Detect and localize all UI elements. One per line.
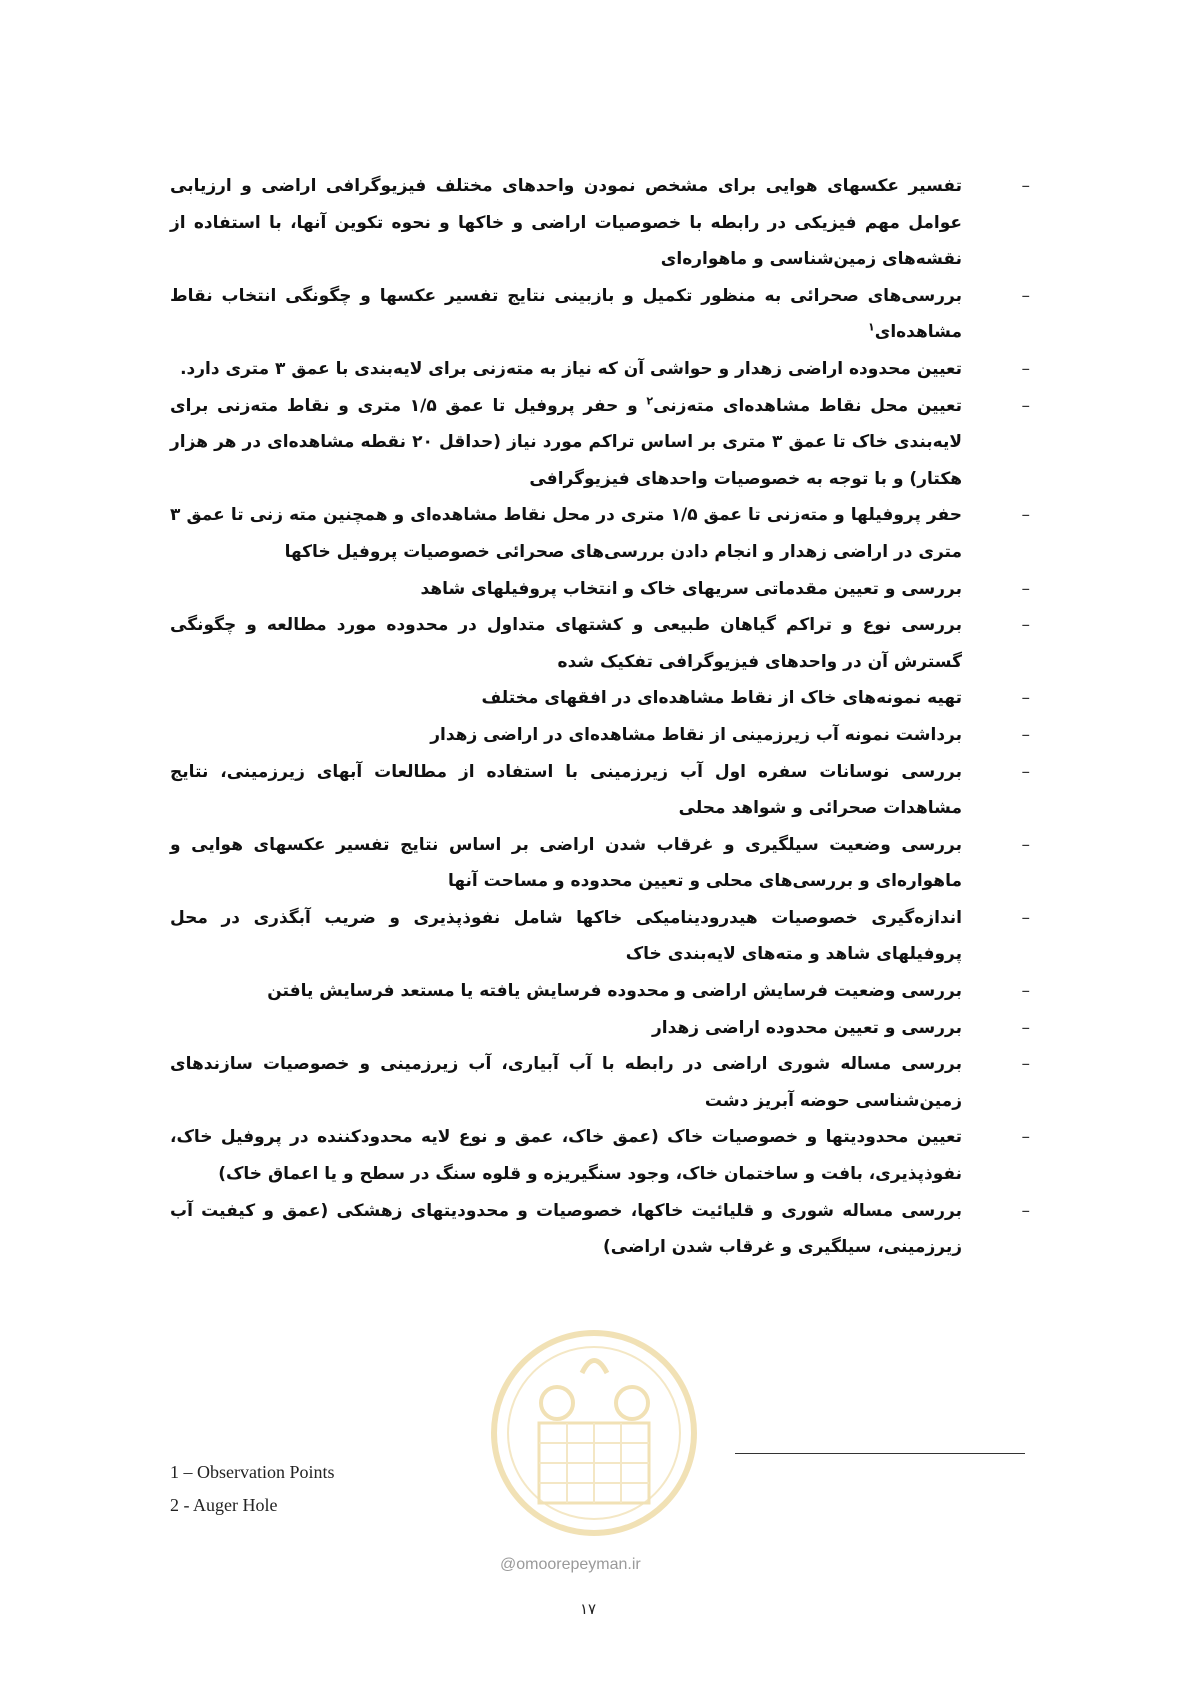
item-text: بررسی نوسانات سفره اول آب زیرزمینی با استفاده از مطالعات آبهای زیرزمینی، نتایج مشاهدات صحرائی و شواهد محلی (170, 761, 962, 819)
item-text: تهیه نمونه‌های خاک از نقاط مشاهده‌ای در افقهای مختلف (481, 688, 962, 709)
watermark-seal-icon (487, 1318, 702, 1566)
page-number: ۱۷ (580, 1600, 597, 1618)
list-item (170, 1010, 1030, 1047)
list-item (170, 1193, 1030, 1266)
bullet-dash: – (1021, 395, 1030, 416)
item-text: بررسی مساله شوری و قلیائیت خاکها، خصوصیات و محدودیتهای زهشکی (عمق و کیفیت آب زیرزمینی، سیلگیری و غرقاب شدن اراضی) (170, 1200, 962, 1258)
item-text-continued: و حفر پروفیل تا عمق ۱/۵ متری و نقاط مته‌زنی برای لایه‌بندی خاک تا عمق ۳ متری بر اساس تراکم مورد نیاز (حداقل ۲۰ نقطه مشاهده‌ای در هر هزار هکتار) و با توجه به خصوصیات واحدهای فیزیوگرافی (170, 395, 963, 489)
item-text: حفر پروفیلها و مته‌زنی تا عمق ۱/۵ متری در محل نقاط مشاهده‌ای و همچنین مته زنی تا عمق ۳ متری در اراضی زهدار و انجام دادن بررسی‌های صحرائی خصوصیات پروفیل خاکها (170, 505, 962, 562)
bullet-dash: – (1021, 761, 1030, 782)
list-item (170, 607, 1030, 680)
bullet-dash: – (1021, 505, 1030, 526)
bullet-dash: – (1021, 688, 1030, 709)
list-item (170, 278, 1030, 351)
item-text: بررسی و تعیین محدوده اراضی زهدار (652, 1017, 962, 1038)
list-item (170, 351, 1030, 388)
item-text: بررسی نوع و تراکم گیاهان طبیعی و کشتهای متداول در محدوده مورد مطالعه و چگونگی گسترش آن در واحدهای فیزیوگرافی تفکیک شده (170, 615, 962, 672)
list-item (170, 1046, 1030, 1119)
list-item (170, 973, 1030, 1010)
watermark-url: @omoorepeyman.ir (500, 1556, 641, 1573)
footnote-ref: ۱ (868, 320, 875, 334)
footnote-2: 2 - Auger Hole (170, 1495, 278, 1515)
bullet-dash: – (1021, 1054, 1030, 1075)
footnote-divider (735, 1453, 1025, 1454)
item-text: بررسی مساله شوری اراضی در رابطه با آب آبیاری، آب زیرزمینی و خصوصیات سازندهای زمین‌شناسی حوضه آبریز دشت (170, 1054, 962, 1111)
footnote-ref: ۲ (646, 393, 654, 407)
list-item (170, 680, 1030, 717)
bullet-list (170, 168, 1030, 1266)
list-item (170, 900, 1030, 973)
item-text: بررسی و تعیین مقدماتی سریهای خاک و انتخاب پروفیلهای شاهد (420, 578, 962, 599)
bullet-dash: – (1021, 1127, 1030, 1148)
list-item (170, 168, 1030, 278)
list-item (170, 571, 1030, 608)
item-text: تعیین محدودیتها و خصوصیات خاک (عمق خاک، عمق و نوع لایه محدودکننده در پروفیل خاک، نفوذپذیری، بافت و ساختمان خاک، وجود سنگیریزه و قلوه سنگ در سطح و یا اعماق خاک) (170, 1127, 962, 1185)
bullet-dash: – (1021, 834, 1030, 855)
bullet-dash: – (1021, 578, 1030, 599)
item-text: بررسی وضعیت فرسایش اراضی و محدوده فرسایش یافته یا مستعد فرسایش یافتن (267, 981, 962, 1002)
item-text: بررسی وضعیت سیلگیری و غرقاب شدن اراضی بر اساس نتایج تفسیر عکسهای هوایی و ماهواره‌ای و بررسی‌های محلی و تعیین محدوده و مساحت آنها (170, 834, 962, 892)
list-item (170, 497, 1030, 570)
item-text: تفسیر عکسهای هوایی برای مشخص نمودن واحدهای مختلف فیزیوگرافی اراضی و ارزیابی عوامل مهم فیزیکی در رابطه با خصوصیات اراضی و خاکها و نحوه تکوین آنها، با استفاده از نقشه‌های زمین‌شناسی و ماهواره‌ای (170, 176, 962, 270)
list-item (170, 388, 1030, 498)
item-text: تعیین محدوده اراضی زهدار و حواشی آن که نیاز به مته‌زنی برای لایه‌بندی با عمق ۳ متری دارد. (180, 358, 962, 379)
bullet-dash: – (1021, 1200, 1030, 1221)
list-item (170, 1119, 1030, 1192)
item-text: بررسی‌های صحرائی به منظور تکمیل و بازبینی نتایج تفسیر عکسها و چگونگی انتخاب نقاط مشاهده‌ای (170, 285, 962, 343)
bullet-dash: – (1021, 981, 1030, 1002)
list-item (170, 827, 1030, 900)
list-item (170, 717, 1030, 754)
bullet-dash: – (1021, 1017, 1030, 1038)
bullet-dash: – (1021, 176, 1030, 196)
bullet-dash: – (1021, 724, 1030, 745)
footnote-1: 1 – Observation Points (170, 1462, 335, 1482)
bullet-dash: – (1021, 285, 1030, 306)
item-text: تعیین محل نقاط مشاهده‌ای مته‌زنی (653, 395, 963, 416)
bullet-dash: – (1021, 358, 1030, 379)
item-text: اندازه‌گیری خصوصیات هیدرودینامیکی خاکها شامل نفوذپذیری و ضریب آبگذری در محل پروفیلهای شاهد و مته‌های لایه‌بندی خاک (170, 907, 962, 965)
list-item (170, 754, 1030, 827)
item-text: برداشت نمونه آب زیرزمینی از نقاط مشاهده‌ای در اراضی زهدار (430, 724, 962, 745)
bullet-dash: – (1021, 615, 1030, 636)
bullet-dash: – (1021, 907, 1030, 928)
